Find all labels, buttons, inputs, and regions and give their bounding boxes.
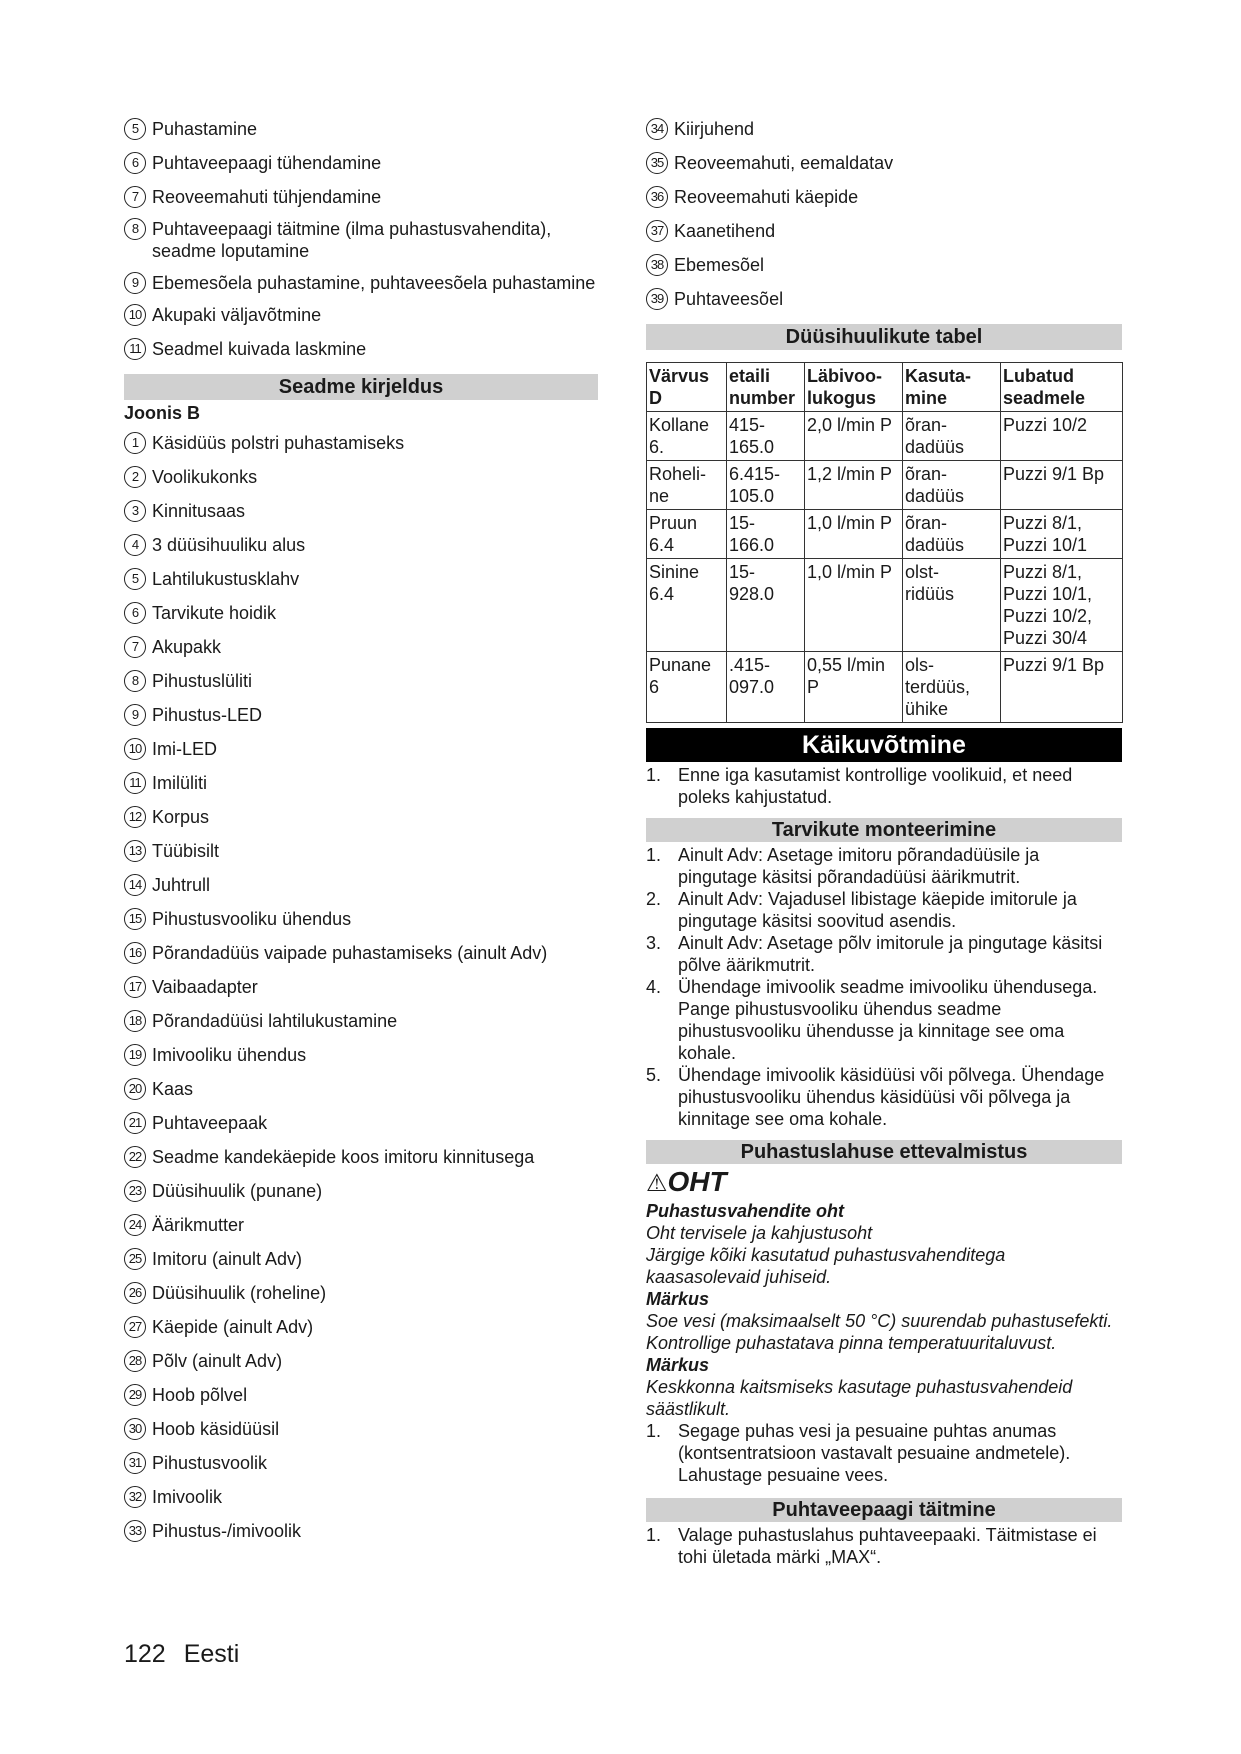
callout-number: 13 [124, 840, 146, 862]
legend-item [124, 152, 598, 174]
table-cell: Roheli- ne [647, 461, 727, 510]
table-cell: Puzzi 9/1 Bp [1001, 652, 1123, 723]
legend-text: Korpus [152, 807, 210, 827]
legend-item [124, 602, 598, 624]
legend-item [124, 534, 598, 556]
legend-item [124, 1486, 598, 1508]
section-heading-tarvikute: Tarvikute monteerimine [646, 818, 1122, 842]
legend-text: Ebemesõela puhastamine, puhtaveesõela puhastamine [152, 273, 596, 293]
legend-text: Pihustusvooliku ühendus [152, 909, 352, 929]
legend-item [124, 1350, 598, 1372]
section-heading-puhtaveepaagi: Puhtaveepaagi täitmine [646, 1498, 1122, 1522]
callout-number: 5 [124, 568, 146, 590]
legend-text: Põrandadüüs vaipade puhastamiseks (ainult Adv) [152, 943, 548, 963]
legend-list-b [124, 432, 598, 1542]
callout-number: 35 [646, 152, 668, 174]
legend-text: Puhastamine [152, 119, 258, 139]
table-cell: õran- dadüüs [903, 412, 1001, 461]
table-row [647, 652, 1123, 723]
callout-number: 4 [124, 534, 146, 556]
legend-item [124, 1214, 598, 1236]
callout-number: 28 [124, 1350, 146, 1372]
table-cell: Pruun 6.4 [647, 510, 727, 559]
legend-text: Kiirjuhend [674, 119, 755, 139]
header-part-number: etaili number [727, 363, 805, 412]
callout-number: 19 [124, 1044, 146, 1066]
table-cell: Puzzi 9/1 Bp [1001, 461, 1123, 510]
legend-item [124, 840, 598, 862]
callout-number: 33 [124, 1520, 146, 1542]
legend-item [124, 1146, 598, 1168]
legend-item [124, 466, 598, 488]
legend-text: Vaibaadapter [152, 977, 258, 997]
callout-number: 36 [646, 186, 668, 208]
legend-item [124, 1316, 598, 1338]
legend-item [124, 186, 598, 208]
table-cell: 0,55 l/min P [805, 652, 903, 723]
table-body [647, 412, 1123, 723]
legend-text: Akupakk [152, 637, 222, 657]
callout-number: 24 [124, 1214, 146, 1236]
language-label: Eesti [183, 1640, 240, 1668]
legend-text: Puhtaveepaagi tühendamine [152, 153, 382, 173]
danger-heading: Puhastusvahendite oht [646, 1201, 845, 1221]
legend-item [124, 1248, 598, 1270]
callout-number: 21 [124, 1112, 146, 1134]
legend-text: Ebemesõel [674, 255, 765, 275]
table-cell: Puzzi 8/1, Puzzi 10/1 [1001, 510, 1123, 559]
legend-text: Imivoolik [152, 1487, 223, 1507]
section-heading-puhastuslahus: Puhastuslahuse ettevalmistus [646, 1140, 1122, 1164]
warning-triangle-icon: ⚠ [646, 1170, 668, 1197]
callout-number: 29 [124, 1384, 146, 1406]
table-cell: 415- 165.0 [727, 412, 805, 461]
table-cell: 1,2 l/min P [805, 461, 903, 510]
callout-number: 34 [646, 118, 668, 140]
legend-text: Seadmel kuivada laskmine [152, 339, 367, 359]
legend-text: Äärikmutter [152, 1215, 245, 1235]
step-text: Segage puhas vesi ja pesuaine puhtas anumas (kontsentratsioon vastavalt pesuaine andmetele). Lahustage pesuaine vees. [678, 1421, 1071, 1485]
legend-item [124, 1520, 598, 1542]
callout-number: 5 [124, 118, 146, 140]
callout-number: 8 [124, 218, 146, 240]
table-cell: 6.415- 105.0 [727, 461, 805, 510]
legend-item [124, 568, 598, 590]
legend-text: Hoob käsidüüsil [152, 1419, 280, 1439]
step-text: Ainult Adv: Asetage imitoru põrandadüüsile ja pingutage käsitsi põrandadüüsi äärikmutrit. [678, 845, 1040, 887]
section-heading-kaikuvotmine: Käikuvõtmine [646, 728, 1122, 762]
note-text-1: Soe vesi (maksimaalselt 50 °C) suurendab puhastusefekti. Kontrollige puhastatava pinna temperatuuritaluvust. [646, 1311, 1113, 1353]
step-number: 2. [646, 889, 662, 909]
callout-number: 23 [124, 1180, 146, 1202]
callout-number: 20 [124, 1078, 146, 1100]
callout-number: 11 [124, 338, 146, 360]
legend-text: Imivooliku ühendus [152, 1045, 307, 1065]
step-number: 3. [646, 933, 662, 953]
table-cell: ols- terdüüs, ühike [903, 652, 1001, 723]
legend-text: Reoveemahuti tühjendamine [152, 187, 382, 207]
step-number: 1. [646, 1421, 662, 1441]
legend-item [124, 272, 598, 294]
callout-number: 14 [124, 874, 146, 896]
callout-number: 12 [124, 806, 146, 828]
list-item [646, 844, 1122, 888]
callout-number: 31 [124, 1452, 146, 1474]
legend-item [124, 874, 598, 896]
legend-text: Põlv (ainult Adv) [152, 1351, 283, 1371]
figure-label: Joonis B [124, 403, 201, 423]
legend-item [124, 670, 598, 692]
legend-text: Põrandadüüsi lahtilukustamine [152, 1011, 398, 1031]
legend-item [124, 304, 598, 326]
danger-label [646, 1166, 1122, 1200]
legend-item [124, 1418, 598, 1440]
legend-text: Imi-LED [152, 739, 218, 759]
callout-number: 32 [124, 1486, 146, 1508]
legend-item [124, 806, 598, 828]
callout-number: 18 [124, 1010, 146, 1032]
table-cell: 1,0 l/min P [805, 559, 903, 652]
legend-text: Hoob põlvel [152, 1385, 248, 1405]
legend-item [124, 1044, 598, 1066]
legend-text: Pihustus-/imivoolik [152, 1521, 302, 1541]
header-devices: Lubatud seadmele [1001, 363, 1123, 412]
table-cell: Punane 6 [647, 652, 727, 723]
legend-item [646, 152, 1122, 174]
table-cell: Puzzi 8/1, Puzzi 10/1, Puzzi 10/2, Puzzi 30/4 [1001, 559, 1123, 652]
table-cell: .415- 097.0 [727, 652, 805, 723]
legend-item [124, 338, 598, 360]
legend-item [124, 704, 598, 726]
note-heading-1: Märkus [646, 1289, 710, 1309]
legend-text: Kinnitusaas [152, 501, 246, 521]
solution-steps [646, 1420, 1122, 1486]
legend-item [124, 636, 598, 658]
step-text: Ühendage imivoolik käsidüüsi või põlvega. Ühendage pihustusvooliku ühendus käsidüüsi või põlvega ja kinnitage see oma kohale. [678, 1065, 1105, 1129]
callout-number: 6 [124, 602, 146, 624]
legend-item [124, 1180, 598, 1202]
legend-text: Düüsihuulik (roheline) [152, 1283, 327, 1303]
danger-word: OHT [667, 1166, 727, 1197]
legend-text: Käsidüüs polstri puhastamiseks [152, 433, 405, 453]
accessory-steps [646, 844, 1122, 1130]
legend-text: Puhtaveesõel [674, 289, 784, 309]
table-cell: õran- dadüüs [903, 461, 1001, 510]
danger-text-1: Oht tervisele ja kahjustusoht [646, 1223, 873, 1243]
nozzle-table [646, 362, 1123, 723]
callout-number: 11 [124, 772, 146, 794]
table-cell: 15- 928.0 [727, 559, 805, 652]
legend-item [124, 1010, 598, 1032]
legend-list-c [646, 118, 1122, 310]
legend-item [124, 772, 598, 794]
legend-text: Akupaki väljavõtmine [152, 305, 322, 325]
note-heading-2: Märkus [646, 1355, 710, 1375]
legend-text: Puhtaveepaagi täitmine (ilma puhastusvahendita), seadme loputamine [152, 219, 552, 261]
legend-text: Imitoru (ainult Adv) [152, 1249, 303, 1269]
callout-number: 10 [124, 738, 146, 760]
commissioning-steps [646, 764, 1122, 808]
step-number: 5. [646, 1065, 662, 1085]
page-footer [124, 1640, 257, 1669]
table-cell: 1,0 l/min P [805, 510, 903, 559]
legend-item [124, 1078, 598, 1100]
legend-text: 3 düüsihuuliku alus [152, 535, 306, 555]
list-item [646, 1420, 1122, 1486]
callout-number: 37 [646, 220, 668, 242]
step-number: 4. [646, 977, 662, 997]
callout-number: 17 [124, 976, 146, 998]
legend-item [646, 118, 1122, 140]
callout-number: 3 [124, 500, 146, 522]
callout-number: 2 [124, 466, 146, 488]
legend-item [124, 500, 598, 522]
table-header-row [647, 363, 1123, 412]
callout-number: 6 [124, 152, 146, 174]
danger-text-2: Järgige kõiki kasutatud puhastusvahenditega kaasasolevaid juhiseid. [646, 1245, 1006, 1287]
legend-text: Reoveemahuti, eemaldatav [674, 153, 894, 173]
table-cell: 15- 166.0 [727, 510, 805, 559]
section-heading-seadme-kirjeldus: Seadme kirjeldus [124, 374, 598, 400]
legend-item [124, 1282, 598, 1304]
step-number: 1. [646, 765, 662, 785]
step-text: Ainult Adv: Asetage põlv imitorule ja pingutage käsitsi põlve äärikmutrit. [678, 933, 1103, 975]
step-text: Ühendage imivoolik seadme imivooliku ühendusega. Pange pihustusvooliku ühendus seadme pihustusvooliku ühendusse ja kinnitage see oma kohale. [678, 977, 1098, 1063]
callout-number: 30 [124, 1418, 146, 1440]
legend-item [124, 976, 598, 998]
table-cell: 2,0 l/min P [805, 412, 903, 461]
legend-item [124, 738, 598, 760]
legend-item [124, 1112, 598, 1134]
callout-number: 9 [124, 704, 146, 726]
legend-text: Imilüliti [152, 773, 208, 793]
legend-text: Tüübisilt [152, 841, 220, 861]
legend-item [124, 1384, 598, 1406]
legend-item [124, 942, 598, 964]
callout-number: 10 [124, 304, 146, 326]
table-row [647, 510, 1123, 559]
table-row [647, 559, 1123, 652]
fill-tank-steps [646, 1524, 1122, 1568]
legend-text: Käepide (ainult Adv) [152, 1317, 314, 1337]
callout-number: 9 [124, 272, 146, 294]
step-text: Valage puhastuslahus puhtaveepaaki. Täitmistase ei tohi ületada märki „MAX“. [678, 1525, 1097, 1567]
callout-number: 1 [124, 432, 146, 454]
callout-number: 15 [124, 908, 146, 930]
callout-number: 7 [124, 636, 146, 658]
callout-number: 39 [646, 288, 668, 310]
list-item [646, 976, 1122, 1064]
legend-text: Lahtilukustusklahv [152, 569, 300, 589]
legend-item [646, 186, 1122, 208]
step-number: 1. [646, 1525, 662, 1545]
header-flow: Läbivoo- lukogus [805, 363, 903, 412]
table-cell: Sinine 6.4 [647, 559, 727, 652]
legend-item [124, 1452, 598, 1474]
callout-number: 25 [124, 1248, 146, 1270]
callout-number: 7 [124, 186, 146, 208]
table-cell: olst- ridüüs [903, 559, 1001, 652]
legend-text: Düüsihuulik (punane) [152, 1181, 323, 1201]
list-item [646, 1064, 1122, 1130]
legend-text: Voolikukonks [152, 467, 258, 487]
legend-item [124, 908, 598, 930]
note-text-2: Keskkonna kaitsmiseks kasutage puhastusvahendeid säästlikult. [646, 1377, 1073, 1419]
step-number: 1. [646, 845, 662, 865]
legend-item [124, 218, 598, 262]
list-item [646, 932, 1122, 976]
page-number: 122 [124, 1640, 166, 1668]
legend-text: Seadme kandekäepide koos imitoru kinnitusega [152, 1147, 535, 1167]
header-usage: Kasuta- mine [903, 363, 1001, 412]
legend-text: Pihustus-LED [152, 705, 263, 725]
legend-text: Pihustuslüliti [152, 671, 253, 691]
table-cell: Puzzi 10/2 [1001, 412, 1123, 461]
legend-text: Tarvikute hoidik [152, 603, 277, 623]
legend-item [646, 288, 1122, 310]
legend-text: Juhtrull [152, 875, 211, 895]
legend-item [124, 118, 598, 140]
left-column [124, 118, 598, 1542]
callout-number: 16 [124, 942, 146, 964]
table-row [647, 412, 1123, 461]
legend-text: Pihustusvoolik [152, 1453, 268, 1473]
legend-item [646, 220, 1122, 242]
step-text: Enne iga kasutamist kontrollige voolikuid, et need poleks kahjustatud. [678, 765, 1073, 807]
legend-list-a [124, 118, 598, 360]
legend-text: Kaas [152, 1079, 194, 1099]
callout-number: 8 [124, 670, 146, 692]
legend-text: Reoveemahuti käepide [674, 187, 859, 207]
legend-item [646, 254, 1122, 276]
callout-number: 22 [124, 1146, 146, 1168]
right-column [646, 118, 1122, 1568]
step-text: Ainult Adv: Vajadusel libistage käepide imitorule ja pingutage käsitsi soovitud asendis. [678, 889, 1077, 931]
list-item [646, 1524, 1122, 1568]
table-cell: õran- dadüüs [903, 510, 1001, 559]
callout-number: 26 [124, 1282, 146, 1304]
table-row [647, 461, 1123, 510]
legend-item [124, 432, 598, 454]
section-heading-table: Düüsihuulikute tabel [646, 324, 1122, 350]
callout-number: 38 [646, 254, 668, 276]
header-color: Värvus D [647, 363, 727, 412]
list-item [646, 764, 1122, 808]
legend-text: Puhtaveepaak [152, 1113, 268, 1133]
table-cell: Kollane 6. [647, 412, 727, 461]
list-item [646, 888, 1122, 932]
legend-text: Kaanetihend [674, 221, 776, 241]
callout-number: 27 [124, 1316, 146, 1338]
